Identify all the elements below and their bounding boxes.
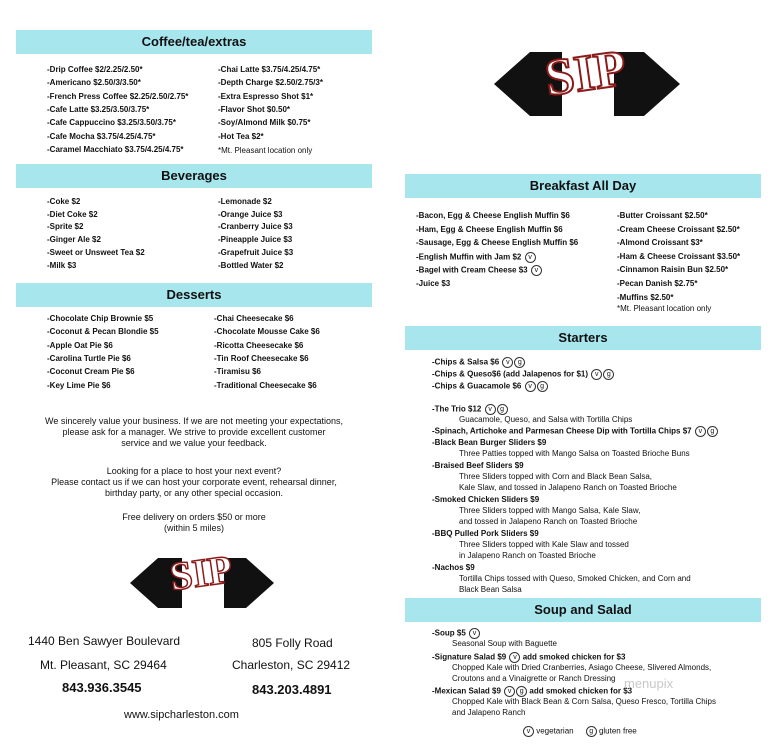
menu-item: -Coke $2 (47, 197, 81, 206)
soup-desc: Seasonal Soup with Baguette (452, 639, 557, 648)
event-message: Looking for a place to host your next event? Please contact us if we can host your corporate event, rehearsal dinner, birthday party, or any other special occasion. (51, 466, 337, 498)
chicken-sliders-item: -Smoked Chicken Sliders $9 (432, 495, 540, 504)
chips-salsa-item (432, 357, 525, 368)
gluten-free-icon: g (537, 381, 548, 392)
menu-item: -Cafe Mocha $3.75/4.25/4.75* (47, 131, 156, 141)
location2-phone[interactable]: 843.203.4891 (252, 682, 332, 697)
menu-item: -Hot Tea $2* (218, 131, 264, 141)
breakfast-note: *Mt. Pleasant location only (617, 304, 712, 313)
menu-item: -Pineapple Juice $3 (218, 235, 293, 245)
signature-salad-item (432, 652, 625, 663)
beef-sliders-desc2: Kale Slaw, and tossed in Jalapeno Ranch on Toasted Brioche (459, 483, 677, 492)
menu-item: -Carolina Turtle Pie $6 (47, 353, 131, 363)
logo-text: SIP (167, 546, 236, 600)
value-message: We sincerely value your business. If we are not meeting your expectations, please ask for a manager. We strive to provide excellent customer service and we value your feedback. (45, 416, 343, 448)
menu-item: -Ginger Ale $2 (47, 235, 101, 245)
vegetarian-icon: v (523, 726, 534, 737)
location1-street: 1440 Ben Sawyer Boulevard (28, 634, 181, 648)
menu-item: -Coconut Cream Pie $6 (47, 367, 135, 377)
starters-header: Starters (405, 326, 761, 350)
menu-item: -Sprite $2 (47, 222, 84, 232)
menu-item: -Flavor Shot $0.50* (218, 104, 291, 114)
breakfast-header: Breakfast All Day (405, 174, 761, 198)
bean-burger-desc: Three Patties topped with Mango Salsa on Toasted Brioche Buns (459, 449, 690, 458)
nachos-desc2: Black Bean Salsa (459, 585, 522, 594)
spinach-dip-item (432, 426, 718, 437)
menu-item: -Traditional Cheesecake $6 (214, 380, 317, 390)
item-text: -Signature Salad $9 (432, 652, 507, 662)
item-text: -Chips & Guacamole $6 (432, 381, 522, 391)
item-text: -Soup $5 (432, 628, 466, 638)
menu-item: -Chocolate Chip Brownie $5 (47, 314, 154, 323)
gluten-free-icon: g (497, 404, 508, 415)
legend (522, 726, 637, 737)
nachos-item: -Nachos $9 (432, 563, 475, 572)
item-text: -Mexican Salad $9 (432, 686, 501, 696)
coffee-header: Coffee/tea/extras (16, 30, 372, 54)
trio-item (432, 404, 508, 415)
menu-item: -Sausage, Egg & Cheese English Muffin $6 (416, 238, 579, 248)
menu-item: -Ham & Cheese Croissant $3.50* (617, 251, 741, 261)
vegetarian-icon: v (469, 628, 480, 639)
menu-item: -Cranberry Juice $3 (218, 222, 293, 232)
delivery-message: Free delivery on orders $50 or more (within 5 miles) (122, 512, 266, 533)
menu-item: -Lemonade $2 (218, 197, 272, 206)
menu-item: -Cafe Latte $3.25/3.50/3.75* (47, 104, 150, 114)
menu-item: -Tiramisu $6 (214, 367, 261, 377)
menu-item: -Grapefruit Juice $3 (218, 247, 294, 257)
item-text: -Chips & Salsa $6 (432, 357, 500, 367)
chicken-sliders-desc2: and tossed in Jalapeno Ranch on Toasted Brioche (459, 517, 638, 526)
menu-item: -Americano $2.50/3/3.50* (47, 78, 141, 88)
bbq-sliders-desc2: in Jalapeno Ranch on Toasted Brioche (459, 551, 596, 560)
menu-item: -Cinnamon Raisin Bun $2.50* (617, 265, 729, 275)
menu-item: -Extra Espresso Shot $1* (218, 91, 314, 101)
vegetarian-icon: v (485, 404, 496, 415)
trio-desc: Guacamole, Queso, and Salsa with Tortilla Chips (459, 415, 633, 424)
location2-city: Charleston, SC 29412 (232, 658, 351, 672)
menu-item (416, 252, 536, 263)
mexican-desc2: and Jalapeno Ranch (452, 708, 526, 717)
menu-item: -Drip Coffee $2/2.25/2.50* (47, 65, 143, 74)
menu-item: -Chocolate Mousse Cake $6 (214, 327, 320, 337)
menu-item: -Sweet or Unsweet Tea $2 (47, 247, 145, 257)
gluten-free-icon: g (586, 726, 597, 737)
beef-sliders-desc1: Three Sliders topped with Corn and Black Bean Salsa, (459, 472, 652, 481)
menu-item: -Coconut & Pecan Blondie $5 (47, 327, 159, 337)
vegetarian-icon: v (591, 369, 602, 380)
mexican-add: add smoked chicken for $3 (529, 686, 633, 696)
coffee-note: *Mt. Pleasant location only (218, 146, 313, 155)
chips-queso-item (432, 369, 614, 380)
item-text: -Chips & Queso$6 (add Jalapenos for $1) (432, 369, 589, 379)
desserts-header: Desserts (16, 283, 372, 307)
menu-item: -Almond Croissant $3* (617, 238, 703, 248)
vegetarian-icon: v (502, 357, 513, 368)
menu-item: -Juice $3 (416, 279, 451, 288)
menu-item: -Diet Coke $2 (47, 209, 98, 219)
signature-add: add smoked chicken for $3 (522, 652, 626, 662)
gluten-free-icon: g (603, 369, 614, 380)
gluten-free-icon: g (514, 357, 525, 368)
website-link[interactable]: www.sipcharleston.com (124, 709, 239, 721)
item-text: -Spinach, Artichoke and Parmesan Cheese Dip with Tortilla Chips $7 (432, 426, 692, 436)
soup-item (432, 628, 480, 639)
menu-item: -Cafe Cappuccino $3.25/3.50/3.75* (47, 118, 176, 128)
menu-item: -Milk $3 (47, 260, 77, 270)
legend-veg-label: vegetarian (536, 726, 574, 736)
menu-item: -French Press Coffee $2.25/2.50/2.75* (47, 91, 189, 101)
gluten-free-icon: g (516, 686, 527, 697)
location1-phone[interactable]: 843.936.3545 (62, 680, 142, 695)
vegetarian-icon: v (509, 652, 520, 663)
beef-sliders-item: -Braised Beef Sliders $9 (432, 461, 524, 470)
menu-item: -Muffins $2.50* (617, 292, 674, 302)
soup-salad-header: Soup and Salad (405, 598, 761, 622)
sip-logo-top (494, 34, 680, 134)
mexican-salad-item (432, 686, 632, 697)
chicken-sliders-desc1: Three Sliders topped with Mango Salsa, Kale Slaw, (459, 506, 641, 515)
menu-item: -Ham, Egg & Cheese English Muffin $6 (416, 224, 563, 234)
sip-logo-bottom (130, 544, 274, 622)
nachos-desc1: Tortilla Chips tossed with Queso, Smoked Chicken, and Corn and (459, 574, 691, 583)
beverages-header: Beverages (16, 164, 372, 188)
menu-item: -Butter Croissant $2.50* (617, 211, 708, 220)
vegetarian-icon: v (525, 252, 536, 263)
menu-item: -Bacon, Egg & Cheese English Muffin $6 (416, 211, 570, 220)
menu-item: -Orange Juice $3 (218, 209, 283, 219)
menu-item: -Apple Oat Pie $6 (47, 340, 113, 350)
menu-item: -Ricotta Cheesecake $6 (214, 340, 304, 350)
item-text: -The Trio $12 (432, 404, 482, 414)
menu-item: -Depth Charge $2.50/2.75/3* (218, 78, 323, 88)
vegetarian-icon: v (531, 265, 542, 276)
menu-item: -Tin Roof Cheesecake $6 (214, 353, 309, 363)
location2-street: 805 Folly Road (252, 636, 333, 650)
menu-item: -Key Lime Pie $6 (47, 380, 111, 390)
bbq-sliders-desc1: Three Sliders topped with Kale Slaw and tossed (459, 540, 629, 549)
item-text: -Bagel with Cream Cheese $3 (416, 266, 528, 275)
mexican-desc1: Chopped Kale with Black Bean & Corn Salsa, Queso Fresco, Tortilla Chips (452, 697, 716, 706)
menu-item: -Soy/Almond Milk $0.75* (218, 118, 311, 128)
menu-item: -Pecan Danish $2.75* (617, 279, 698, 288)
chips-guac-item (432, 381, 548, 392)
vegetarian-icon: v (525, 381, 536, 392)
bean-burger-item: -Black Bean Burger Sliders $9 (432, 438, 547, 447)
signature-desc1: Chopped Kale with Dried Cranberries, Asiago Cheese, Slivered Almonds, (452, 663, 712, 672)
bbq-sliders-item: -BBQ Pulled Pork Sliders $9 (432, 529, 539, 538)
menu-item: -Chai Cheesecake $6 (214, 314, 294, 323)
vegetarian-icon: v (504, 686, 515, 697)
menu-item: -Chai Latte $3.75/4.25/4.75* (218, 65, 321, 74)
legend-gf-label: gluten free (598, 726, 637, 736)
gluten-free-icon: g (707, 426, 718, 437)
item-text: -English Muffin with Jam $2 (416, 252, 522, 262)
menu-item (416, 265, 542, 276)
menu-item: -Cream Cheese Croissant $2.50* (617, 224, 740, 234)
menu-item: -Caramel Macchiato $3.75/4.25/4.75* (47, 144, 184, 154)
menu-item: -Bottled Water $2 (218, 260, 284, 270)
signature-desc2: Croutons and a Vinaigrette or Ranch Dressing (452, 674, 616, 683)
logo-text-top: SIP (541, 39, 630, 108)
watermark: menupix (624, 676, 674, 691)
location1-city: Mt. Pleasant, SC 29464 (40, 658, 167, 672)
vegetarian-icon: v (695, 426, 706, 437)
